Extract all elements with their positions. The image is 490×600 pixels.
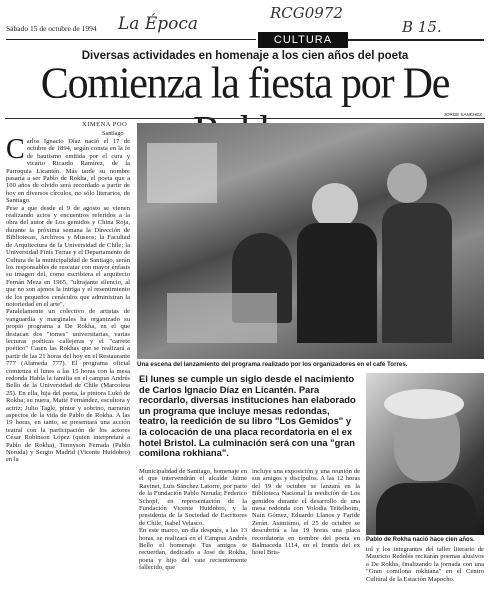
drop-cap: C — [6, 138, 25, 165]
body-column-3: incluye una exposición y una reunión de sus amigos y discípulos. A las 12 horas del 19 de octubre se lanzará en la Biblioteca Nacional la reedición de Los gemidos durante el desarrollo de una mesa redonda con Volodia Teitelboim, Naín Gómez, Eduardo Llanos y Faride Zerán. Asimismo, el 25 de octubre se descubrirá a las 19 horas una placa recordatoria en nombre del poeta en Balmaceda 1114, en el frontis del ex hotel Bris- — [252, 468, 360, 557]
dateline: Santiago — [102, 130, 124, 137]
body-column-4: tol y los integrantes del taller literario de Mauricio Redolés recitarán poemas alusivos a De Rokha, finalizando la jornada con una "Gran comilona rokhiana" en el Centro Cultural de la Estación Mapocho. — [366, 546, 484, 583]
handwritten-page-number: B 15. — [402, 18, 442, 36]
headline-rule — [5, 118, 485, 119]
portrait-caption: Pablo de Rokha nació hace cien años. — [366, 537, 475, 543]
portrait-photo — [366, 373, 484, 535]
handwritten-paper-name: La Época — [118, 14, 199, 34]
body-column-1 — [6, 138, 130, 598]
handwritten-archive-code: RCG0972 — [270, 4, 343, 22]
photo-caption: Una escena del lanzamiento del programa realizado por los organizadores en el café Torres. — [137, 361, 408, 368]
section-rule — [348, 39, 484, 41]
section-rule-left — [6, 39, 256, 40]
event-photo — [137, 123, 484, 359]
lead-paragraph: El lunes se cumple un siglo desde el nacimiento de Carlos Ignacio Díaz en Licantén. Para recordarlo, diversas instituciones han elaborado un programa que incluye mesas redondas, teatro, la reedición de su libro "Los Gemidos" y la colocación de una placa recordatoria en el ex hotel Bristol. La culminación será con una "gran comilona rokhiana". — [139, 373, 356, 459]
column-1-text: arlos Ignacio Díaz nació el 17 de octubre de 1894, según consta en la fe de bautismo emitida por el cura y vicario Ricardo Ramírez, de la Parroquia Licantén. Más tarde su nombre pasaría a ser Pablo de Rokha, el poeta que a 100 años de olvido será recordado a partir de hoy en diversos círculos, no sólo literarios, de Santiago. Pese a que desde el 9 de agosto se vienen realizando actos y encuentros referidos a la obra del autor de Los gemidos y China Roja, durante la próxima semana la Dirección de Bibliotecas, Archivos y Museos; la Facultad de Arquitectura de la Universidad de Chile; la Universidad Finis Terrae y el Departamento de Cultura de la municipalidad de Santiago, serán los responsables de rescatar con mayor énfasis su imagen del, como escribiera el arquitecto Fernán Meza en 1965, "ultrajante silencio, al que no son ajenos la intriga y el resentimiento de los pequeños cenáculos que administran la notoriedad en el arte". Paralelamente un colectivo de artistas de vanguardia y marginales ha organizado su propio programa a De Rokha, en el que destacan dos "tomes" universitarias, varias lecturas poéticas callejeras y el "carrete poético" Casen las Rokhas que se realizará a partir de las 21 horas del hoy en el Restaurante 777 (Alameda 777). El programa oficial comienza el lunes a las 15 horas con la mesa redonda Habla la familia en el campus Andrés Bello de la Universidad de Chile (Marcoleta 25). En ella, hija del poeta, la pintora Lukó de Rokha; su nuera, Maité Fernández, escultora y actriz; Julio Tagle, pintor y sobrino, narrarán aspectos de la vida de Pablo de Rokha. A las 19 horas, en tanto, se presentará una acción teatral con la participación de los actores César Robinson López (quien interpretará a Pablo de Rokha), Tennyson Ferrada (Pablo Neruda) y Sergio Madrid (Vicente Huidobro) en la — [6, 138, 130, 464]
date-line: Sábado 15 de octubre de 1994 — [6, 24, 97, 33]
section-label: CULTURA — [273, 34, 333, 46]
headline: Comienza la fiesta por De — [40, 59, 450, 108]
byline: XIMENA POO — [82, 121, 128, 128]
kicker: Diversas actividades en homenaje a los cien años del poeta — [81, 50, 409, 62]
section-banner — [258, 32, 348, 48]
body-column-2: Municipalidad de Santiago, homenaje en el que intervendrán el alcalde Jaime Ravinet, Luis Sánchez Latorre, por parte de la Fundación Pablo Neruda; Federico Schopf, en representación de la Fundación Vicente Huidobro, y la presidenta de la Sociedad de Escritores de Chile, Isabel Velasco. En este marco, un día después, a las 13 horas, se realizará en el Campus Andrés Bello el homenaje Tus amigos te recuerdan, dedicado a José de Rokha, poeta y hijo del vate recientemente fallecido, que — [139, 468, 247, 572]
photo-credit: JORGE SANCHEZ — [443, 112, 482, 117]
